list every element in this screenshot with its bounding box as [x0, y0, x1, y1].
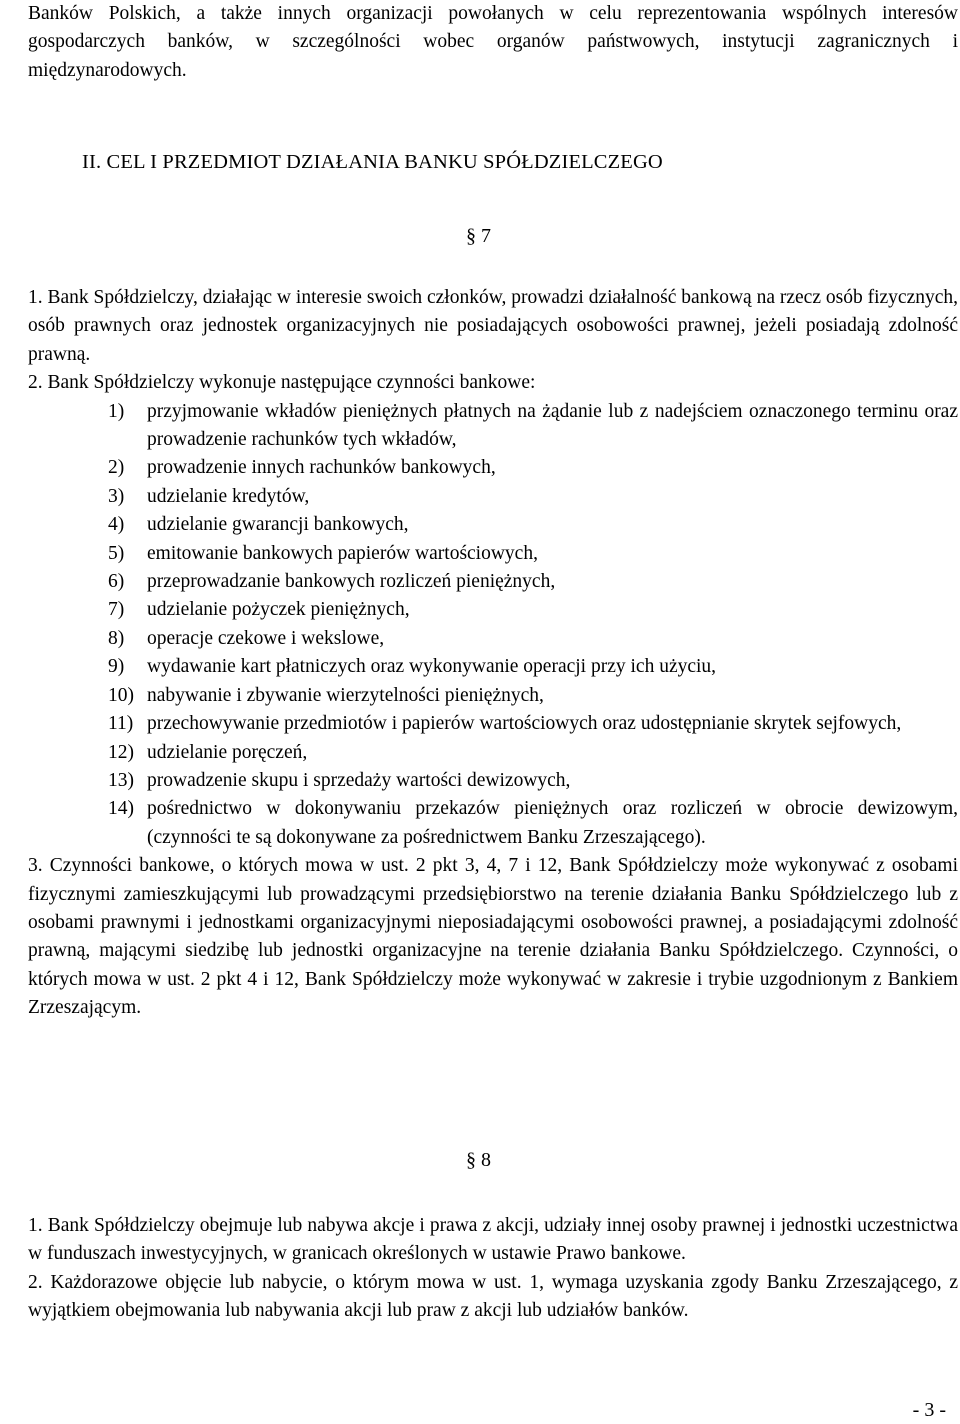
list-item — [28, 682, 958, 710]
list-item-text: udzielanie poręczeń, — [147, 741, 308, 763]
section-7-paragraph-3: 3. Czynności bankowe, o których mowa w ust. 2 pkt 3, 4, 7 i 12, Bank Spółdzielczy może wykonywać z osobami fizycznymi zamieszkującymi lub prowadzącymi przedsiębiorstwo na terenie działania Banku Spółdzielczego lub z osobami prawnymi i jednostkami organizacyjnymi nieposiadającymi osobowości prawnej, a posiadającymi zdolność prawną, mającymi siedzibę lub jednostki organizacyjne na terenie działania Banku Spółdzielczego. Czynności, o których mowa w ust. 2 pkt 4 i 12, Bank Spółdzielczy może wykonywać w zakresie i trybie uzgodnionym z Bankiem Zrzeszającym. — [28, 855, 958, 1019]
list-item-text: prowadzenie skupu i sprzedaży wartości dewizowych, — [147, 769, 571, 791]
list-item-number: 2) — [108, 457, 125, 479]
list-item-number: 14) — [108, 798, 134, 820]
list-item-number: 5) — [108, 542, 125, 564]
list-item — [28, 511, 958, 539]
list-item — [28, 739, 958, 767]
list-item — [28, 795, 958, 852]
list-item — [28, 653, 958, 681]
section-7-paragraph-1: 1. Bank Spółdzielczy, działając w interesie swoich członków, prowadzi działalność bankową na rzecz osób fizycznych, osób prawnych oraz jednostek organizacyjnych nie posiadających osobowości prawnej, jeżeli posiadają zdolność prawną. — [28, 287, 958, 365]
section-8 — [28, 1212, 958, 1326]
section-8-paragraph-1: 1. Bank Spółdzielczy obejmuje lub nabywa akcje i prawa z akcji, udziały innej osoby prawnej i jednostki uczestnictwa w funduszach inwestycyjnych, w granicach określonych w ustawie Prawo bankowe. — [28, 1215, 958, 1265]
list-item — [28, 767, 958, 795]
banking-activities-list — [28, 398, 958, 853]
list-item-number: 7) — [108, 599, 125, 621]
list-item-number: 4) — [108, 514, 125, 536]
list-item — [28, 710, 958, 738]
list-item-text: prowadzenie innych rachunków bankowych, — [147, 457, 496, 479]
chapter-heading: II. CEL I PRZEDMIOT DZIAŁANIA BANKU SPÓŁDZIELCZEGO — [82, 151, 663, 173]
top-fragment-paragraph: Banków Polskich, a także innych organizacji powołanych w celu reprezentowania wspólnych interesów gospodarczych banków, w szczególności wobec organów państwowych, instytucji zagranicznych i międzynarodowych. — [28, 3, 958, 81]
list-item-text: pośrednictwo w dokonywaniu przekazów pieniężnych oraz rozliczeń w obrocie dewizowym, (czynności te są dokonywane za pośrednictwem Banku Zrzeszającego). — [147, 798, 958, 848]
list-item-number: 8) — [108, 627, 125, 649]
list-item-number: 11) — [108, 713, 134, 735]
list-item — [28, 540, 958, 568]
list-item-number: 6) — [108, 571, 125, 593]
section-8-mark: § 8 — [466, 1149, 491, 1171]
section-7-paragraph-2-intro: 2. Bank Spółdzielczy wykonuje następujące czynności bankowe: — [28, 372, 536, 394]
list-item-text: emitowanie bankowych papierów wartościowych, — [147, 542, 538, 564]
list-item-number: 13) — [108, 769, 134, 791]
list-item — [28, 398, 958, 455]
section-8-paragraph-2: 2. Każdorazowe objęcie lub nabycie, o którym mowa w ust. 1, wymaga uzyskania zgody Banku Zrzeszającego, z wyjątkiem obejmowania lub nabywania akcji lub praw z akcji lub udziałów banków. — [28, 1271, 958, 1322]
list-item-number: 3) — [108, 485, 125, 507]
list-item-number: 1) — [108, 400, 125, 422]
list-item-number: 12) — [108, 741, 134, 763]
section-7-mark: § 7 — [466, 225, 491, 247]
list-item-text: przyjmowanie wkładów pieniężnych płatnych na żądanie lub z nadejściem oznaczonego terminu oraz prowadzenie rachunków tych wkładów, — [147, 400, 958, 451]
list-item-text: udzielanie gwarancji bankowych, — [147, 514, 409, 536]
list-item — [28, 596, 958, 624]
list-item-text: przeprowadzanie bankowych rozliczeń pieniężnych, — [147, 571, 556, 593]
list-item-text: nabywanie i zbywanie wierzytelności pieniężnych, — [147, 684, 544, 706]
page-number: - 3 - — [912, 1399, 946, 1421]
list-item — [28, 625, 958, 653]
list-item-text: operacje czekowe i wekslowe, — [147, 627, 385, 649]
list-item — [28, 483, 958, 511]
list-item-text: udzielanie kredytów, — [147, 485, 310, 507]
list-item-text: przechowywanie przedmiotów i papierów wartościowych oraz udostępnianie skrytek sejfowych, — [147, 713, 902, 735]
list-item — [28, 568, 958, 596]
list-item-text: udzielanie pożyczek pieniężnych, — [147, 599, 410, 621]
list-item-text: wydawanie kart płatniczych oraz wykonywanie operacji przy ich użyciu, — [147, 656, 717, 678]
list-item-number: 9) — [108, 656, 125, 678]
list-item — [28, 454, 958, 482]
section-7 — [28, 284, 958, 1023]
list-item-number: 10) — [108, 684, 134, 706]
